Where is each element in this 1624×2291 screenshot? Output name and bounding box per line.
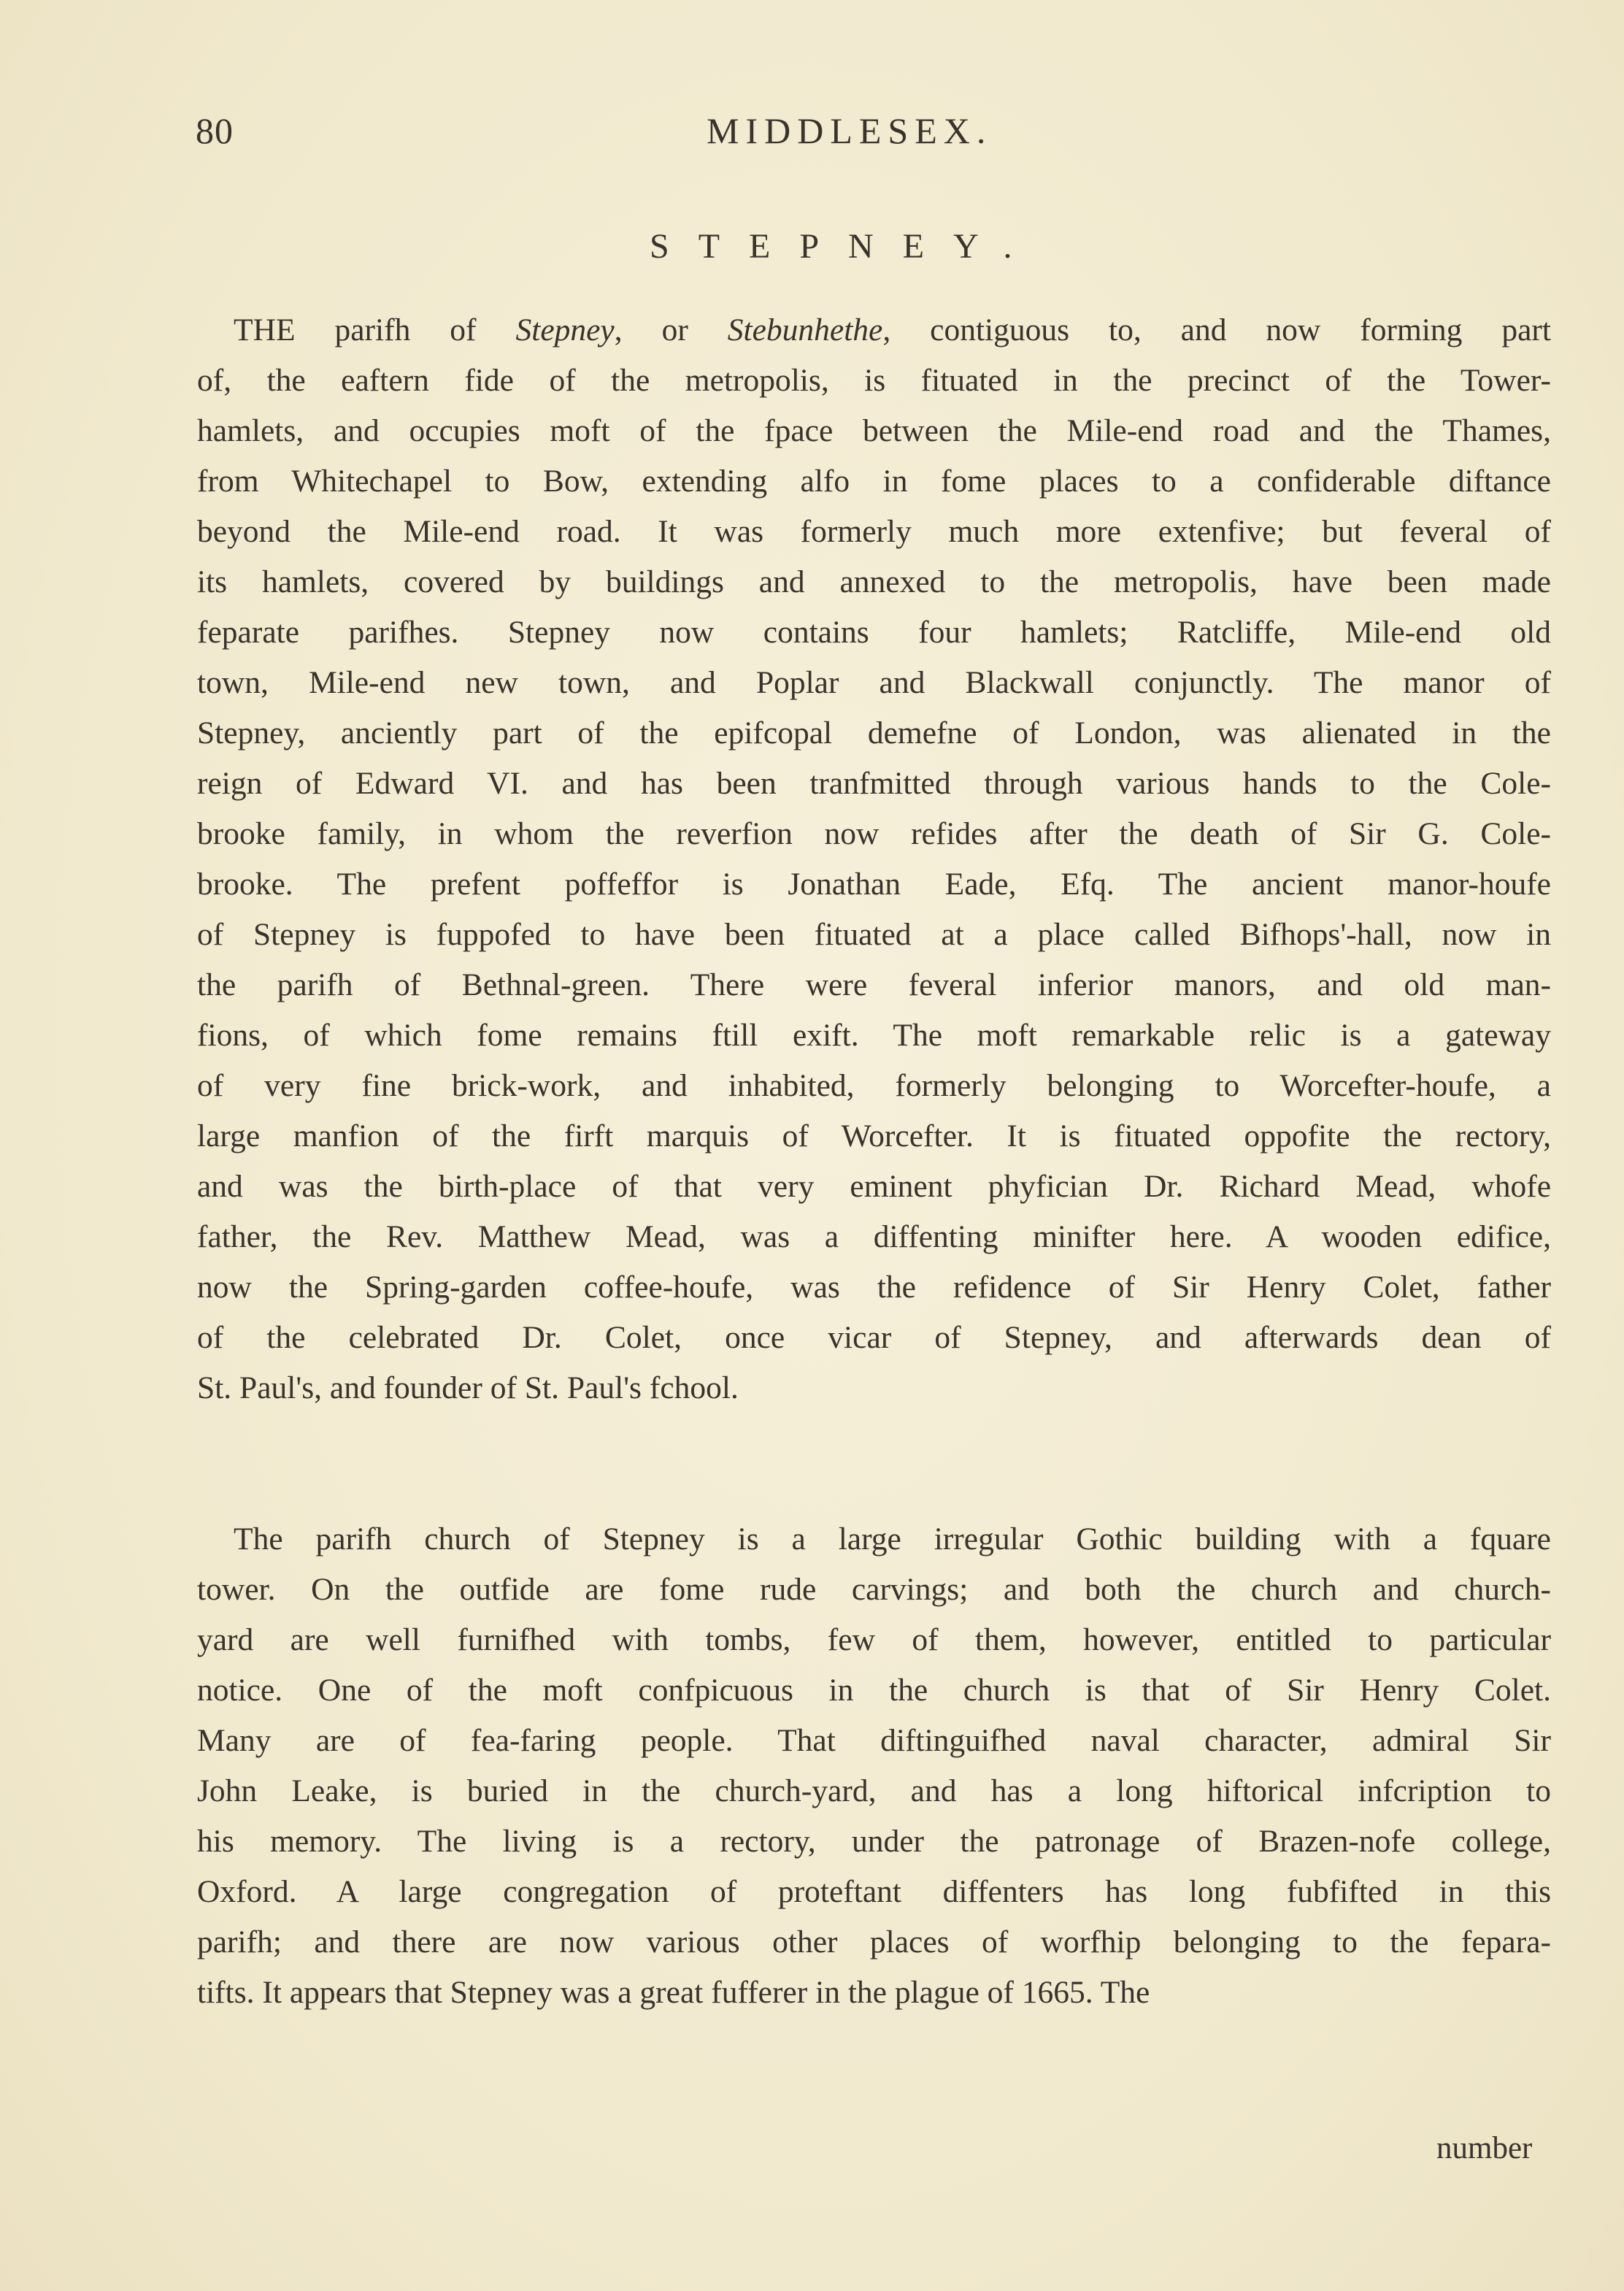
text-run: St. Paul's, and founder of St. Paul's fchool.	[197, 1370, 739, 1405]
text-line	[197, 1766, 1551, 1816]
italic-term: Stebunhethe	[727, 312, 883, 348]
text-run: parifh; and there are now various other places of worfhip belonging to the fepara-	[197, 1924, 1551, 1960]
text-line	[197, 859, 1551, 910]
text-run: of very fine brick-work, and inhabited, formerly belonging to Worcefter-houfe, a	[197, 1068, 1551, 1103]
text-run: of the celebrated Dr. Colet, once vicar of Stepney, and afterwards dean of	[197, 1320, 1551, 1355]
paragraph-2	[197, 1514, 1551, 2018]
text-run: the parifh of Bethnal-green. There were feveral inferior manors, and old man-	[197, 967, 1551, 1002]
text-line	[197, 456, 1551, 507]
text-line	[197, 1615, 1551, 1665]
text-run: , contiguous to, and now forming part	[882, 312, 1551, 348]
text-run: of Stepney is fuppofed to have been fituated at a place called Bifhops'-hall, now in	[197, 917, 1551, 952]
text-line	[197, 759, 1551, 809]
text-line	[197, 1565, 1551, 1615]
text-line	[197, 1514, 1551, 1565]
text-run: yard are well furnifhed with tombs, few of them, however, entitled to particular	[197, 1622, 1551, 1657]
text-run: Many are of fea-faring people. That diftinguifhed naval character, admiral Sir	[197, 1723, 1551, 1758]
text-line	[197, 1867, 1551, 1917]
text-line	[197, 1212, 1551, 1262]
text-run: John Leake, is buried in the church-yard, and has a long hiftorical infcription to	[197, 1773, 1551, 1808]
text-line	[197, 356, 1551, 406]
text-line	[197, 1061, 1551, 1111]
text-run: and was the birth-place of that very eminent phyfician Dr. Richard Mead, whofe	[197, 1169, 1551, 1204]
text-line	[197, 809, 1551, 859]
text-run: tifts. It appears that Stepney was a great fufferer in the plague of 1665. The	[197, 1975, 1150, 2010]
text-run: notice. One of the moft confpicuous in the church is that of Sir Henry Colet.	[197, 1673, 1551, 1708]
page-number: 80	[196, 110, 234, 151]
running-head: MIDDLESEX.	[707, 110, 993, 151]
text-line	[197, 960, 1551, 1010]
text-line	[197, 1716, 1551, 1766]
text-line	[197, 305, 1551, 356]
text-line	[197, 658, 1551, 708]
text-run: of, the eaftern fide of the metropolis, is fituated in the precinct of the Tower-	[197, 363, 1551, 398]
text-run: its hamlets, covered by buildings and annexed to the metropolis, have been made	[197, 564, 1551, 599]
italic-term: Stepney	[515, 312, 615, 348]
text-run: town, Mile-end new town, and Poplar and Blackwall conjunctly. The manor of	[197, 665, 1551, 700]
text-run: THE parifh of	[234, 312, 516, 348]
text-run: large manfion of the firft marquis of Worcefter. It is fituated oppofite the rectory,	[197, 1118, 1551, 1154]
text-line	[197, 1917, 1551, 1968]
text-line	[197, 1111, 1551, 1162]
text-line	[197, 1363, 1551, 1413]
text-run: Oxford. A large congregation of proteftant diffenters has long fubfifted in this	[197, 1874, 1551, 1909]
section-title: STEPNEY.	[650, 227, 1042, 266]
text-run: tower. On the outfide are fome rude carvings; and both the church and church-	[197, 1572, 1551, 1607]
text-run: The parifh church of Stepney is a large irregular Gothic building with a fquare	[234, 1521, 1551, 1557]
text-run: Stepney, anciently part of the epifcopal demefne of London, was alienated in the	[197, 715, 1551, 751]
text-run: reign of Edward VI. and has been tranfmitted through various hands to the Cole-	[197, 766, 1551, 801]
text-run: now the Spring-garden coffee-houfe, was the refidence of Sir Henry Colet, father	[197, 1270, 1551, 1305]
text-line	[197, 1968, 1551, 2018]
text-line	[197, 507, 1551, 557]
text-line	[197, 557, 1551, 607]
text-run: his memory. The living is a rectory, under the patronage of Brazen-nofe college,	[197, 1824, 1551, 1859]
text-run: hamlets, and occupies moft of the fpace between the Mile-end road and the Thames,	[197, 413, 1551, 448]
text-line	[197, 1162, 1551, 1212]
text-line	[197, 1262, 1551, 1313]
text-run: brooke. The prefent poffeffor is Jonathan Eade, Efq. The ancient manor-houfe	[197, 867, 1551, 902]
text-line	[197, 1010, 1551, 1061]
text-run: feparate parifhes. Stepney now contains four hamlets; Ratcliffe, Mile-end old	[197, 615, 1551, 650]
text-line	[197, 910, 1551, 960]
catchword: number	[1436, 2131, 1533, 2165]
text-run: brooke family, in whom the reverfion now refides after the death of Sir G. Cole-	[197, 816, 1551, 851]
text-line	[197, 708, 1551, 759]
text-run: father, the Rev. Matthew Mead, was a diffenting minifter here. A wooden edifice,	[197, 1219, 1551, 1254]
text-run: beyond the Mile-end road. It was formerly much more extenfive; but feveral of	[197, 514, 1551, 549]
paragraph-1	[197, 305, 1551, 1413]
text-line	[197, 406, 1551, 456]
text-line	[197, 1665, 1551, 1716]
text-line	[197, 607, 1551, 658]
text-line	[197, 1313, 1551, 1363]
text-run: from Whitechapel to Bow, extending alfo in fome places to a confiderable diftance	[197, 464, 1551, 499]
text-run: , or	[614, 312, 728, 348]
text-line	[197, 1816, 1551, 1867]
text-run: fions, of which fome remains ftill exift. The moft remarkable relic is a gateway	[197, 1018, 1551, 1053]
